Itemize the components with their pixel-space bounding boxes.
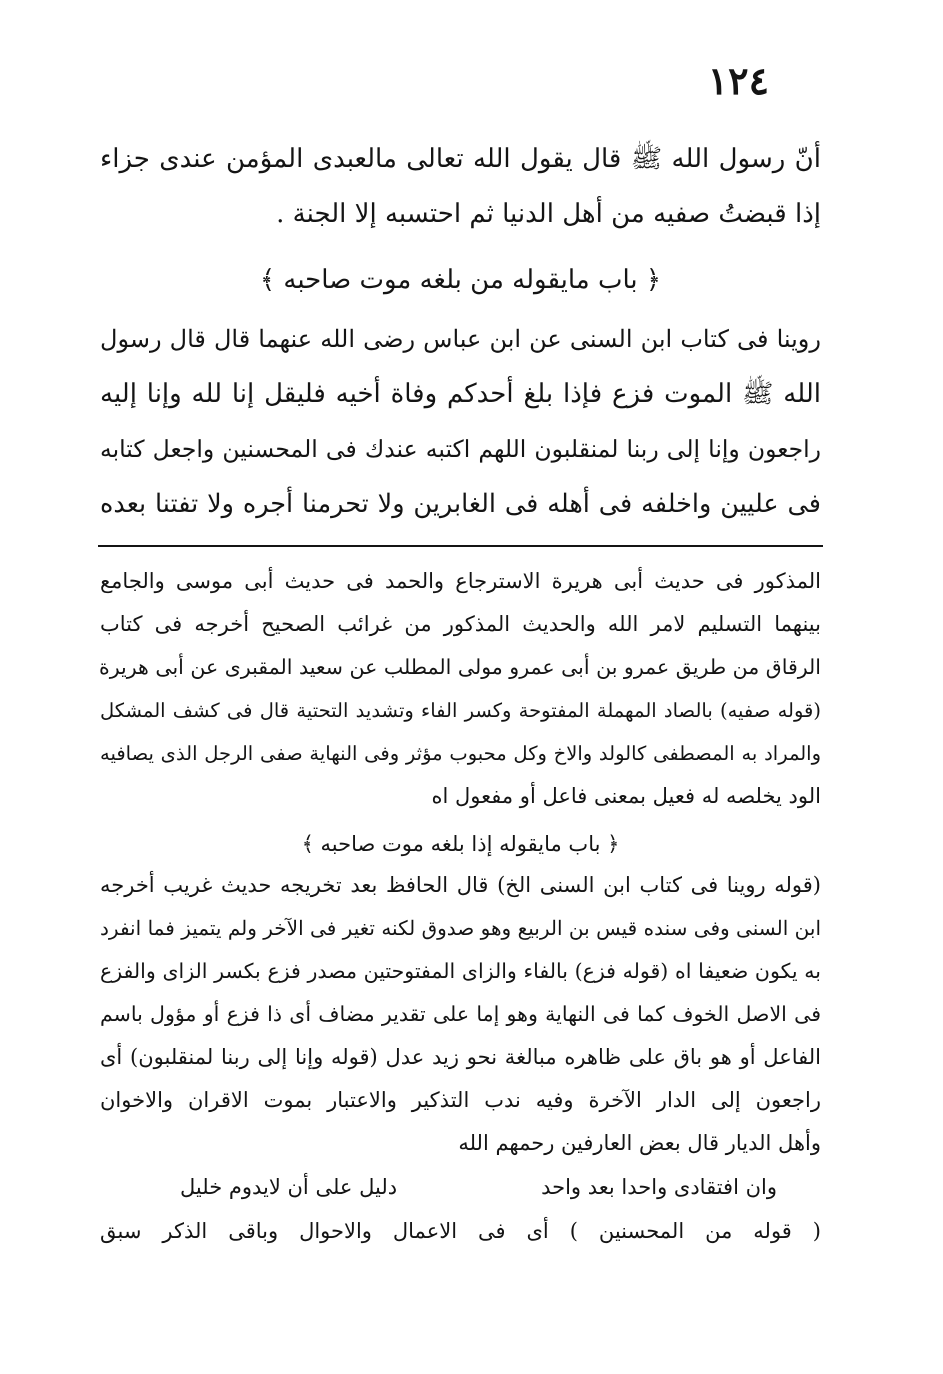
- commentary-line: الرقاق من طريق عمرو بن أبى عمرو مولى المطلب عن سعيد المقبرى عن أبى هريرة: [98, 655, 821, 679]
- commentary-block-a: [100, 560, 821, 818]
- hadith-line: إذا قبضتُ صفيه من أهل الدنيا ثم احتسبه إلا الجنة .: [276, 199, 821, 229]
- commentary-line: فى الاصل الخوف كما فى النهاية وهو إما على تقدير مضاف أى ذا فزع أو مؤول باسم: [100, 1002, 821, 1026]
- commentary-line: وأهل الديار قال بعض العارفين رحمهم الله: [458, 1131, 821, 1155]
- commentary-line: الفاعل أو هو باق على ظاهره مبالغة نحو زيد عدل (قوله وإنا إلى ربنا لمنقلبون) أى: [100, 1045, 821, 1069]
- commentary-line: المذكور فى حديث أبى هريرة الاسترجاع والحمد فى حديث أبى موسى والجامع: [100, 569, 821, 593]
- chapter-line: راجعون وإنا إلى ربنا لمنقلبون اللهم اكتبه عندك فى المحسنين واجعل كتابه: [100, 435, 821, 463]
- commentary-line: ابن السنى وفى سنده قيس بن الربيع وهو صدوق لكنه تغير فى الآخر ولم يتميز فما انفرد: [100, 916, 821, 940]
- footnote-divider: [98, 545, 823, 547]
- chapter-line: فى عليين واخلفه فى أهله فى الغابرين ولا تحرمنا أجره ولا تفتنا بعده: [100, 489, 821, 519]
- poetry-verse: [100, 1166, 821, 1209]
- verse-first-hemistich: وان افتقادى واحدا بعد واحد: [541, 1175, 777, 1199]
- commentary-line: به يكون ضعيفا اه (قوله فزع) بالفاء والزاى المفتوحتين مصدر فزع بكسر الزاى والفزع: [100, 959, 821, 983]
- commentary-line: والمراد به المصطفى كالولد والاخ وكل محبوب مؤثر وفى النهاية صفى الرجل الذى يصافيه: [100, 742, 821, 765]
- commentary-line: ( قوله من المحسنين ) أى فى الاعمال والاحوال وباقى الذكر سبق: [100, 1219, 821, 1243]
- commentary-line: (قوله روينا فى كتاب ابن السنى الخ) قال الحافظ بعد تخريجه حديث غريب أخرجه: [100, 873, 821, 897]
- commentary-block-b: [100, 864, 821, 1165]
- commentary-line: راجعون إلى الدار الآخرة وفيه ندب التذكير والاعتبار بموت الاقران والاخوان: [100, 1088, 821, 1112]
- chapter-text: [100, 312, 821, 532]
- chapter-line: الله ﷺ الموت فزع فإذا بلغ أحدكم وفاة أخيه فليقل إنا لله وإنا إليه: [100, 379, 821, 409]
- chapter-line: روينا فى كتاب ابن السنى عن ابن عباس رضى الله عنهما قال قال رسول: [100, 325, 821, 353]
- commentary-line: بينهما التسليم لامر الله والحديث المذكور من غرائب الصحيح أخرجه فى كتاب: [100, 612, 821, 636]
- chapter-heading: ﴿ باب مايقوله من بلغه موت صاحبه ﴾: [259, 265, 662, 295]
- hadith-line: أنّ رسول الله ﷺ قال يقول الله تعالى مالعبدى المؤمن عندى جزاء: [100, 144, 821, 174]
- verse-second-hemistich: دليل على أن لايدوم خليل: [180, 1175, 398, 1199]
- commentary-line: (قوله صفيه) بالصاد المهملة المفتوحة وكسر الفاء وتشديد التحتية قال فى كشف المشكل: [100, 699, 821, 722]
- page-number: ١٢٤: [707, 58, 769, 103]
- hadith-text: [100, 132, 821, 242]
- commentary-line: الود يخلصه له فعيل بمعنى فاعل أو مفعول اه: [431, 784, 821, 808]
- commentary-sub-heading: ﴿ باب مايقوله إذا بلغه موت صاحبه ﴾: [301, 832, 620, 856]
- commentary-final: [100, 1210, 821, 1253]
